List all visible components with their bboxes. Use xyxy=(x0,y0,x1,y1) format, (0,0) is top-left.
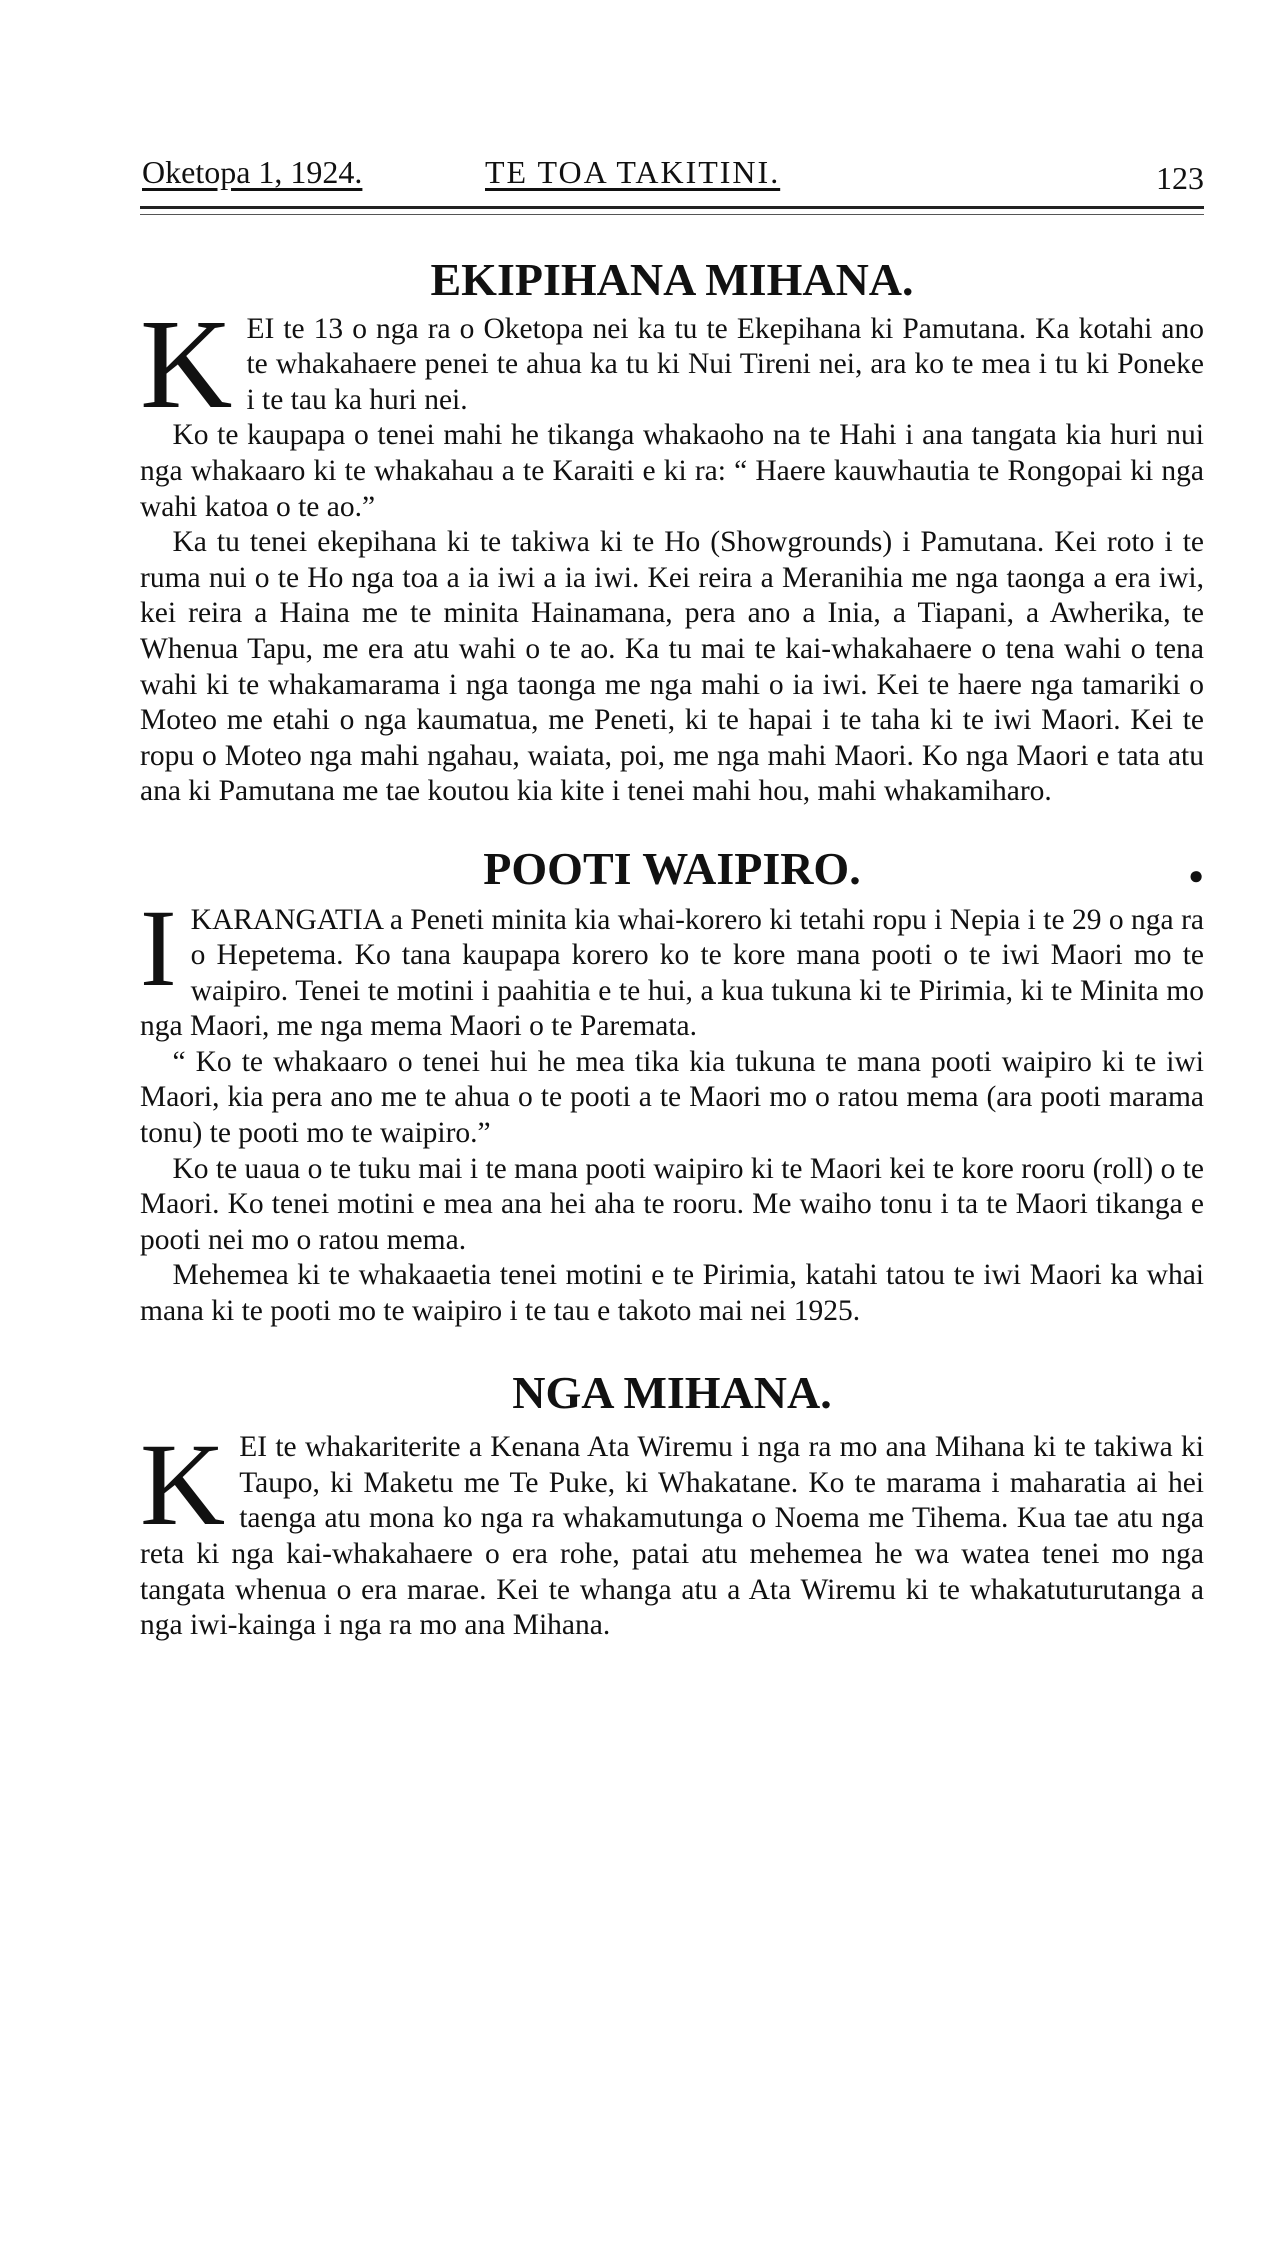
drop-cap: K xyxy=(140,1419,226,1551)
article-ekipihana-mihana xyxy=(140,255,1204,810)
article-paragraph xyxy=(140,886,1204,1045)
article-paragraph: Mehemea ki te whakaaetia tenei motini e te Pirimia, katahi tatou te iwi Maori ka whai mana ki te pooti mo te waipiro i te tau e takoto mai nei 1925. xyxy=(140,1259,1204,1328)
article-paragraph: Ka tu tenei ekepihana ki te takiwa ki te Ho (Showgrounds) i Pamutana. Kei roto i te ruma nui o te Ho nga toa a ia iwi a ia iwi. Kei reira a Meranihia me nga taonga a era iwi, kei reira a Haina me te minita Hainamana, pera ano a Inia, a Tiapani, a Awherika, te Whenua Tapu, me era atu wahi o te ao. Ka tu mai te kai-whakahaere o tena wahi o tena wahi ki te whakamarama i nga taonga me nga mahi o ia iwi. Kei te haere nga tamariki o Moteo me etahi o nga kaumatua, me Peneti, ki te hapai i te taha ki te iwi Maori. Kei te ropu o Moteo nga mahi ngahau, waiata, poi, me nga mahi Maori. Ko nga Maori e tata atu ana ki Pamutana me tae koutou kia kite i tenei mahi hou, mahi whakamiharo. xyxy=(140,526,1204,808)
page-number: 123 xyxy=(1156,160,1204,196)
paragraph-text: EI te whakariterite a Kenana Ata Wiremu i nga ra mo ana Mihana ki te takiwa ki Taupo, ki Maketu me Te Puke, ki Whakatane. Ko te marama i maharatia ai hei taenga atu mona ko nga ra whakamutunga o Noema me Tihema. Kua tae atu nga reta ki nga kai-whakahaere o era rohe, patai atu mehemea he wa watea tenei mo nga tangata whenua o era marae. Kei te whanga atu a Ata Wiremu ki te whakatuturutanga a nga iwi-kainga i nga ra mo ana Mihana. xyxy=(140,1431,1204,1642)
article-title: EKIPIHANA MIHANA. xyxy=(430,254,914,305)
drop-cap: I xyxy=(140,886,177,1009)
article-title: NGA MIHANA. xyxy=(512,1366,832,1418)
bullet-dot: ● xyxy=(1188,860,1204,890)
running-header xyxy=(140,140,1204,204)
article-nga-mihana xyxy=(140,1368,1204,1644)
article-title xyxy=(140,844,1204,895)
article-pooti-waipiro xyxy=(140,844,1204,1330)
article-paragraph: Ko te uaua o te tuku mai i te mana pooti waipiro ki te Maori kei te kore rooru (roll) o te Maori. Ko tenei motini e mea ana hei aha te rooru. Me waiho tonu i ta te Maori tikanga e pooti nei mo o ratou mema. xyxy=(140,1152,1204,1256)
article-paragraph: “ Ko te whakaaro o tenei hui he mea tika kia tukuna te mana pooti waipiro ki te iwi Maori, kia pera ano me te ahua o te pooti a te Maori mo o ratou mema (ara pooti marama tonu) te pooti mo te waipiro.” xyxy=(140,1045,1204,1150)
paragraph-text: KARANGATIA a Peneti minita kia whai-korero ki tetahi ropu i Nepia i te 29 o nga ra o Hepetema. Ko tana kaupapa korero ko te kore mana pooti o te iwi Maori mo te waipiro. Tenei te motini i paahitia e te hui, a kua tukuna ki te Pirimia, ki te Minita mo nga Maori, me nga mema Maori o te Paremata. xyxy=(140,903,1204,1043)
header-rule xyxy=(140,206,1204,209)
paragraph-text: EI te 13 o nga ra o Oketopa nei ka tu te Ekepihana ki Pamutana. Ka kotahi ano te whakahaere penei te ahua ka tu ki Nui Tireni nei, ara ko te mea i tu ki Poneke i te tau ka huri nei. xyxy=(246,312,1204,416)
document-page xyxy=(140,140,1204,1644)
header-date: Oketopa 1, 1924. xyxy=(142,154,363,190)
article-title-text: POOTI WAIPIRO. xyxy=(483,842,861,894)
article-paragraph xyxy=(140,1419,1204,1644)
drop-cap: K xyxy=(140,292,233,435)
article-paragraph xyxy=(140,292,1204,435)
article-paragraph: Ko te kaupapa o tenei mahi he tikanga whakaoho na te Hahi i ana tangata kia huri nui nga whakaaro ki te whakahau a te Karaiti e ki ra: “ Haere kauwhautia te Rongopai ki nga wahi katoa o te ao.” xyxy=(140,419,1204,523)
header-rule-thin xyxy=(140,214,1204,215)
publication-title: TE TOA TAKITINI. xyxy=(485,154,781,190)
